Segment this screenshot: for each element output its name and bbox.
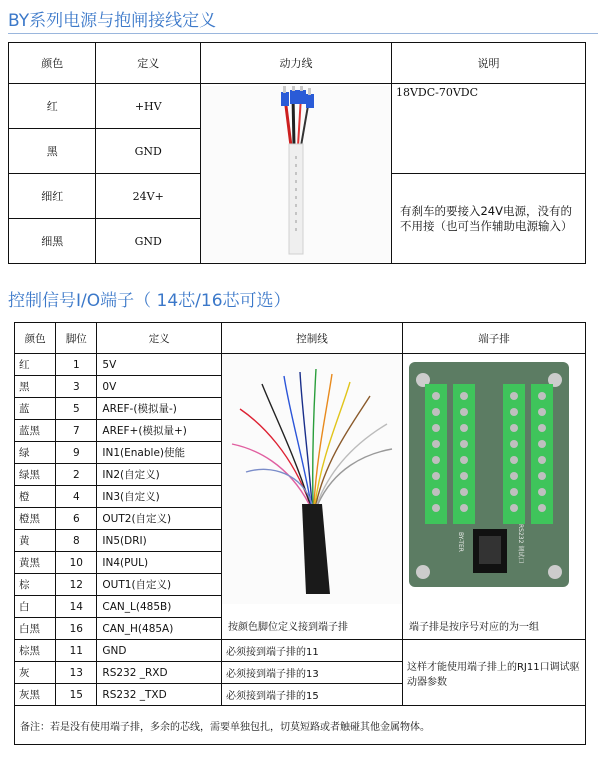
io-def-cell: IN2(自定义)	[97, 464, 222, 486]
board-label-rs232: RS232 调试口	[516, 524, 524, 564]
io-color-cell: 绿黑	[15, 464, 56, 486]
io-pin-cell: 2	[56, 464, 97, 486]
io-color-cell: 黄	[15, 530, 56, 552]
power-def-cell: GND	[96, 219, 201, 264]
io-def-cell: IN3(自定义)	[97, 486, 222, 508]
io-pin-cell: 12	[56, 574, 97, 596]
io-color-cell: 白	[15, 596, 56, 618]
voltage-range-note: 18VDC-70VDC	[391, 84, 585, 174]
io-def-cell: IN5(DRI)	[97, 530, 222, 552]
footer-note: 备注：若是没有使用端子排，多余的芯线，需要单独包扎，切莫短路或者触碰其他金属物体。	[15, 706, 586, 745]
required-connection-note: 必须接到端子排的13	[221, 662, 402, 684]
power-cable-illustration	[201, 86, 391, 262]
brake-note: 有刹车的要接入24V电源，没有的不用接（也可当作辅助电源输入）	[391, 174, 585, 264]
io-def-cell: CAN_H(485A)	[97, 618, 222, 640]
io-pin-cell: 15	[56, 684, 97, 706]
io-pin-cell: 1	[56, 354, 97, 376]
header-color: 颜色	[9, 43, 96, 84]
io-color-cell: 灰	[15, 662, 56, 684]
terminal-block-illustration	[403, 354, 585, 604]
section2-title: 控制信号I/O端子（ 14芯/16芯可选）	[8, 291, 291, 311]
io-pin-cell: 14	[56, 596, 97, 618]
io-color-cell: 橙黑	[15, 508, 56, 530]
power-color-cell: 黑	[9, 129, 96, 174]
power-def-cell: GND	[96, 129, 201, 174]
section1-title: BY系列电源与抱闸接线定义	[8, 6, 598, 34]
header-definition: 定义	[97, 323, 222, 354]
io-color-cell: 蓝	[15, 398, 56, 420]
io-color-cell: 橙	[15, 486, 56, 508]
control-cable-illustration	[222, 354, 402, 604]
io-def-cell: OUT1(自定义)	[97, 574, 222, 596]
rj11-debug-note: 这样才能使用端子排上的RJ11口调试驱动器参数	[402, 640, 585, 706]
io-def-cell: IN1(Enable)使能	[97, 442, 222, 464]
io-pin-cell: 9	[56, 442, 97, 464]
io-def-cell: RS232 _RXD	[97, 662, 222, 684]
io-def-cell: AREF+(模拟量+)	[97, 420, 222, 442]
io-def-cell: OUT2(自定义)	[97, 508, 222, 530]
board-label-model: BY-TER	[456, 532, 464, 552]
power-color-cell: 细红	[9, 174, 96, 219]
header-pin: 脚位	[56, 323, 97, 354]
io-color-cell: 棕黑	[15, 640, 56, 662]
power-cable-image	[200, 84, 391, 264]
io-def-cell: RS232 _TXD	[97, 684, 222, 706]
io-color-cell: 棕	[15, 574, 56, 596]
required-connection-note: 必须接到端子排的11	[221, 640, 402, 662]
terminal-block-image	[402, 354, 585, 640]
io-pin-cell: 4	[56, 486, 97, 508]
io-def-cell: IN4(PUL)	[97, 552, 222, 574]
io-def-cell: 5V	[97, 354, 222, 376]
io-pin-cell: 7	[56, 420, 97, 442]
io-color-cell: 红	[15, 354, 56, 376]
io-color-cell: 白黑	[15, 618, 56, 640]
io-color-cell: 黑	[15, 376, 56, 398]
io-def-cell: 0V	[97, 376, 222, 398]
control-cable-image	[221, 354, 402, 640]
header-power-cable: 动力线	[200, 43, 391, 84]
io-def-cell: CAN_L(485B)	[97, 596, 222, 618]
io-color-cell: 灰黑	[15, 684, 56, 706]
io-def-cell: GND	[97, 640, 222, 662]
header-control-cable: 控制线	[221, 323, 402, 354]
power-def-cell: 24V+	[96, 174, 201, 219]
power-color-cell: 红	[9, 84, 96, 129]
io-wiring-table	[14, 322, 586, 745]
header-color: 颜色	[15, 323, 56, 354]
io-color-cell: 黄黑	[15, 552, 56, 574]
header-description: 说明	[391, 43, 585, 84]
io-color-cell: 绿	[15, 442, 56, 464]
io-pin-cell: 11	[56, 640, 97, 662]
power-wiring-table	[8, 42, 586, 264]
io-pin-cell: 6	[56, 508, 97, 530]
io-pin-cell: 8	[56, 530, 97, 552]
header-definition: 定义	[96, 43, 201, 84]
io-pin-cell: 16	[56, 618, 97, 640]
power-color-cell: 细黑	[9, 219, 96, 264]
io-def-cell: AREF-(模拟量-)	[97, 398, 222, 420]
required-connection-note: 必须接到端子排的15	[221, 684, 402, 706]
power-def-cell: +HV	[96, 84, 201, 129]
io-pin-cell: 10	[56, 552, 97, 574]
header-terminal-block: 端子排	[402, 323, 585, 354]
io-pin-cell: 5	[56, 398, 97, 420]
io-pin-cell: 13	[56, 662, 97, 684]
terminal-caption: 端子排是按序号对应的为一组	[408, 622, 539, 633]
io-pin-cell: 3	[56, 376, 97, 398]
cable-caption: 按颜色脚位定义接到端子排	[227, 622, 348, 633]
io-color-cell: 蓝黑	[15, 420, 56, 442]
